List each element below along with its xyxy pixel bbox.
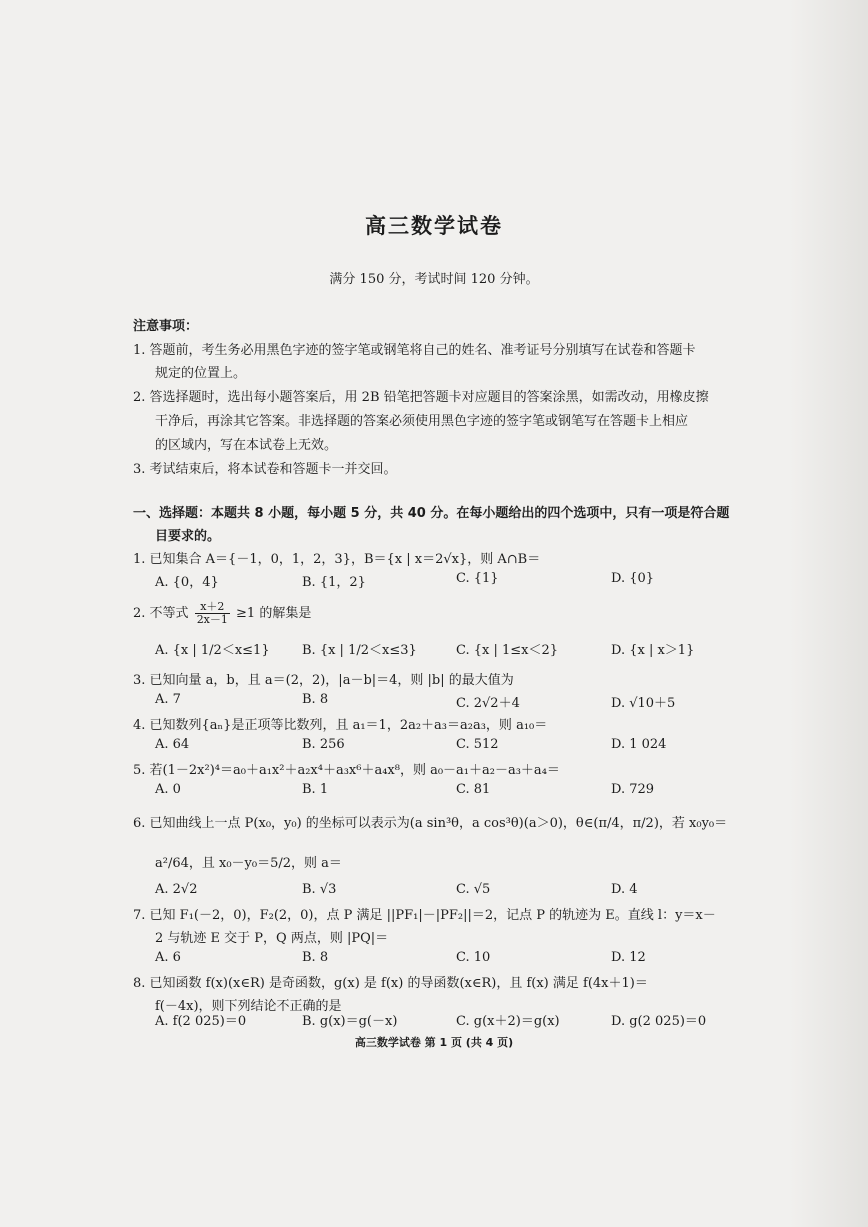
question-1-option-b: B. {1，2}	[302, 575, 366, 590]
question-8-option-a: A. f(2 025)＝0	[155, 1014, 247, 1029]
note-line: 1. 答题前，考生务必用黑色字迹的签字笔或钢笔将自己的姓名、准考证号分别填写在试卷和答题卡	[133, 343, 696, 358]
question-8-option-b: B. g(x)＝g(－x)	[302, 1014, 398, 1029]
question-3-option-c: C. 2√2＋4	[456, 696, 520, 711]
question-3-option-b: B. 8	[302, 692, 329, 707]
note-line: 干净后，再涂其它答案。非选择题的答案必须使用黑色字迹的签字笔或钢笔写在答题卡上相应	[155, 414, 689, 429]
question-6-stem-cont: a²/64，且 x₀－y₀＝5/2，则 a＝	[155, 856, 342, 871]
section-heading-cont: 目要求的。	[155, 529, 221, 544]
question-2-fraction	[195, 601, 230, 626]
question-2-option-c: C. {x | 1≤x＜2}	[456, 643, 559, 658]
question-7-stem-cont: 2 与轨迹 E 交于 P，Q 两点，则 |PQ|＝	[155, 931, 389, 946]
note-line: 的区域内，写在本试卷上无效。	[155, 438, 338, 453]
section-heading: 一、选择题：本题共 8 小题，每小题 5 分，共 40 分。在每小题给出的四个选项中，只有一项是符合题	[133, 506, 730, 521]
question-6-stem: 6. 已知曲线上一点 P(x₀，y₀) 的坐标可以表示为(a sin³θ，a cos³θ)(a＞0)，θ∈(π/4，π/2)，若 x₀y₀＝	[133, 816, 728, 831]
question-8-option-d: D. g(2 025)＝0	[611, 1014, 707, 1029]
exam-subtitle: 满分 150 分，考试时间 120 分钟。	[329, 272, 539, 287]
question-5-option-d: D. 729	[611, 782, 655, 797]
question-1-option-d: D. {0}	[611, 571, 655, 586]
note-line: 2. 答选择题时，选出每小题答案后，用 2B 铅笔把答题卡对应题目的答案涂黑，如需改动，用橡皮擦	[133, 390, 709, 405]
question-1-stem: 1. 已知集合 A＝{－1，0，1，2，3}，B＝{x | x＝2√x}，则 A∩B＝	[133, 552, 541, 567]
question-4-option-a: A. 64	[155, 737, 190, 752]
question-4-option-c: C. 512	[456, 737, 499, 752]
fraction-denominator: 2x－1	[196, 613, 228, 626]
question-7-option-d: D. 12	[611, 950, 646, 965]
question-3-stem: 3. 已知向量 a，b，且 a＝(2，2)，|a－b|＝4，则 |b| 的最大值为	[133, 673, 514, 688]
question-8-stem-cont: f(－4x)，则下列结论不正确的是	[155, 999, 342, 1014]
question-1-option-a: A. {0，4}	[155, 575, 219, 590]
question-1-option-c: C. {1}	[456, 571, 499, 586]
question-3-option-a: A. 7	[155, 692, 181, 707]
notes-heading: 注意事项：	[133, 319, 199, 334]
question-8-stem: 8. 已知函数 f(x)(x∈R) 是奇函数，g(x) 是 f(x) 的导函数(x∈R)，且 f(x) 满足 f(4x＋1)＝	[133, 976, 648, 991]
question-2-stem-prefix: 2. 不等式	[133, 606, 189, 621]
question-2-option-a: A. {x | 1/2＜x≤1}	[155, 643, 270, 658]
question-5-stem: 5. 若(1－2x²)⁴＝a₀＋a₁x²＋a₂x⁴＋a₃x⁶＋a₄x⁸，则 a₀－a₁＋a₂－a₃＋a₄＝	[133, 763, 560, 778]
question-6-option-b: B. √3	[302, 882, 337, 897]
question-4-option-b: B. 256	[302, 737, 345, 752]
note-line: 规定的位置上。	[155, 366, 247, 381]
question-7-option-c: C. 10	[456, 950, 491, 965]
question-6-option-a: A. 2√2	[155, 882, 198, 897]
question-5-option-a: A. 0	[155, 782, 181, 797]
question-4-stem: 4. 已知数列{aₙ}是正项等比数列，且 a₁＝1，2a₂＋a₃＝a₂a₃，则 a₁₀＝	[133, 718, 548, 733]
question-2-stem	[133, 601, 311, 626]
fraction-numerator: x＋2	[195, 601, 230, 614]
question-8-option-c: C. g(x＋2)＝g(x)	[456, 1014, 560, 1029]
question-3-option-d: D. √10＋5	[611, 696, 676, 711]
question-7-option-b: B. 8	[302, 950, 329, 965]
question-2-option-d: D. {x | x＞1}	[611, 643, 695, 658]
question-2-stem-suffix: ≥1 的解集是	[236, 606, 312, 621]
question-6-option-c: C. √5	[456, 882, 491, 897]
question-2-option-b: B. {x | 1/2＜x≤3}	[302, 643, 417, 658]
question-5-option-b: B. 1	[302, 782, 329, 797]
question-4-option-d: D. 1 024	[611, 737, 667, 752]
page-footer: 高三数学试卷 第 1 页 (共 4 页)	[354, 1036, 514, 1049]
question-6-option-d: D. 4	[611, 882, 638, 897]
question-7-stem: 7. 已知 F₁(－2，0)，F₂(2，0)，点 P 满足 ||PF₁|－|PF₂||＝2，记点 P 的轨迹为 E。直线 l：y＝x－	[133, 908, 716, 923]
question-7-option-a: A. 6	[155, 950, 181, 965]
page-title: 高三数学试卷	[365, 214, 503, 238]
question-5-option-c: C. 81	[456, 782, 491, 797]
note-line: 3. 考试结束后，将本试卷和答题卡一并交回。	[133, 462, 397, 477]
